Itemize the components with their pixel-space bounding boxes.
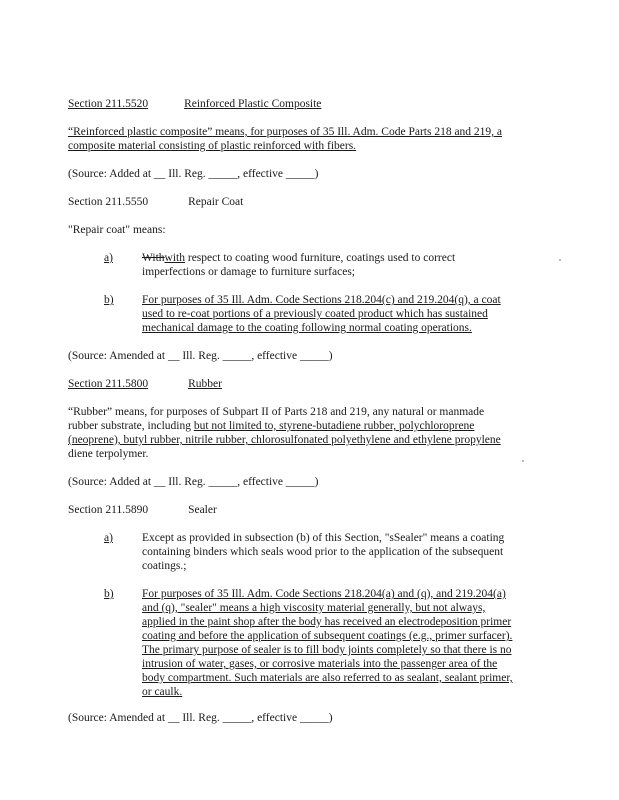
section-title: Reinforced Plastic Composite <box>184 98 322 110</box>
section-title: Rubber <box>188 378 222 390</box>
section-5800-definition-line: diene terpolymer. <box>68 448 149 460</box>
section-5550-a-line <box>142 251 455 266</box>
section-5800-definition-line: “Rubber” means, for purposes of Subpart II of Parts 218 and 219, any natural or manmade <box>68 406 485 418</box>
section-5890-a-line: containing binders which seals wood prior to the application of the subsequent <box>142 546 504 558</box>
section-title: Sealer <box>188 504 217 516</box>
section-5890-b-line: applied in the paint shop after the body has received an electrodeposition primer <box>142 616 512 628</box>
section-5550-intro: "Repair coat" means: <box>68 224 166 236</box>
section-5890-a-line: Except as provided in subsection (b) of this Section, "sSealer" means a coating <box>142 532 505 544</box>
section-5520-source-note: (Source: Added at __ Ill. Reg. _____, effective _____) <box>68 168 319 180</box>
inserted-text: but not limited to, styrene-butadiene rubber, polychloroprene <box>193 420 475 432</box>
section-5800-source-note: (Source: Added at __ Ill. Reg. _____, effective _____) <box>68 476 319 488</box>
struck-text: With <box>142 252 165 264</box>
subsection-label: a) <box>104 252 113 264</box>
defined-term: “Reinforced plastic composite” <box>68 126 213 138</box>
definition-text: means, for purposes of 35 Ill. Adm. Code Parts 218 and 219, a <box>212 126 503 138</box>
section-5550-b-line: mechanical damage to the coating following normal coating operations. <box>142 322 472 334</box>
section-5550-source-note: (Source: Amended at __ Ill. Reg. _____, effective _____) <box>68 350 333 362</box>
subsection-label: a) <box>104 532 113 544</box>
section-5520-definition-line <box>68 125 579 140</box>
subsection-label: b) <box>104 588 114 600</box>
section-5890-b-line: The primary purpose of sealer is to fill body joints completely so that there is no <box>142 644 512 656</box>
section-5550-b-line: For purposes of 35 Ill. Adm. Code Sections 218.204(c) and 219.204(q), a coat <box>142 294 501 306</box>
scan-speck <box>522 460 524 462</box>
section-5890-heading <box>68 503 579 518</box>
section-5550-b-line: used to re-coat portions of a previously coated product which has sustained <box>142 308 488 320</box>
section-5520-definition-line: composite material consisting of plastic reinforced with fibers. <box>68 140 357 152</box>
section-5550-a-line: imperfections or damage to furniture surfaces; <box>142 266 355 278</box>
section-5520-heading <box>68 97 579 112</box>
section-5890-b-line: intrusion of water, gases, or corrosive materials into the passenger area of the <box>142 658 498 670</box>
section-5800-definition-line <box>68 419 579 434</box>
scan-speck <box>559 259 561 261</box>
section-5890-source-note: (Source: Amended at __ Ill. Reg. _____, effective _____) <box>68 712 333 724</box>
section-5890-b-line: or caulk. <box>142 686 183 698</box>
section-number: Section 211.5800 <box>68 378 149 390</box>
section-5890-b-line: body compartment. Such materials are also referred to as sealant, sealant primer, <box>142 672 513 684</box>
subsection-label: b) <box>104 294 114 306</box>
section-5550-heading <box>68 195 579 210</box>
section-5890-b-line: and (q), "sealer" means a high viscosity material generally, but not always, <box>142 602 486 614</box>
section-5890-b-line: For purposes of 35 Ill. Adm. Code Sections 218.204(a) and (q), and 219.204(a) <box>142 588 506 600</box>
section-5890-a-line: coatings.; <box>142 560 187 572</box>
section-5890-b-line: coating and before the application of subsequent coatings (e.g., primer surfacer). <box>142 630 513 642</box>
inserted-text: with <box>164 252 185 264</box>
subsection-text: respect to coating wood furniture, coatings used to correct <box>185 252 456 264</box>
section-5800-definition-line: (neoprene), butyl rubber, nitrile rubber, chlorosulfonated polyethylene and ethylene propylene <box>68 434 501 446</box>
section-5800-heading <box>68 377 579 392</box>
definition-text: rubber substrate, including <box>68 420 194 432</box>
section-number: Section 211.5520 <box>68 98 149 110</box>
section-number: Section 211.5890 <box>68 504 149 516</box>
section-title: Repair Coat <box>188 196 244 208</box>
section-number: Section 211.5550 <box>68 196 149 208</box>
